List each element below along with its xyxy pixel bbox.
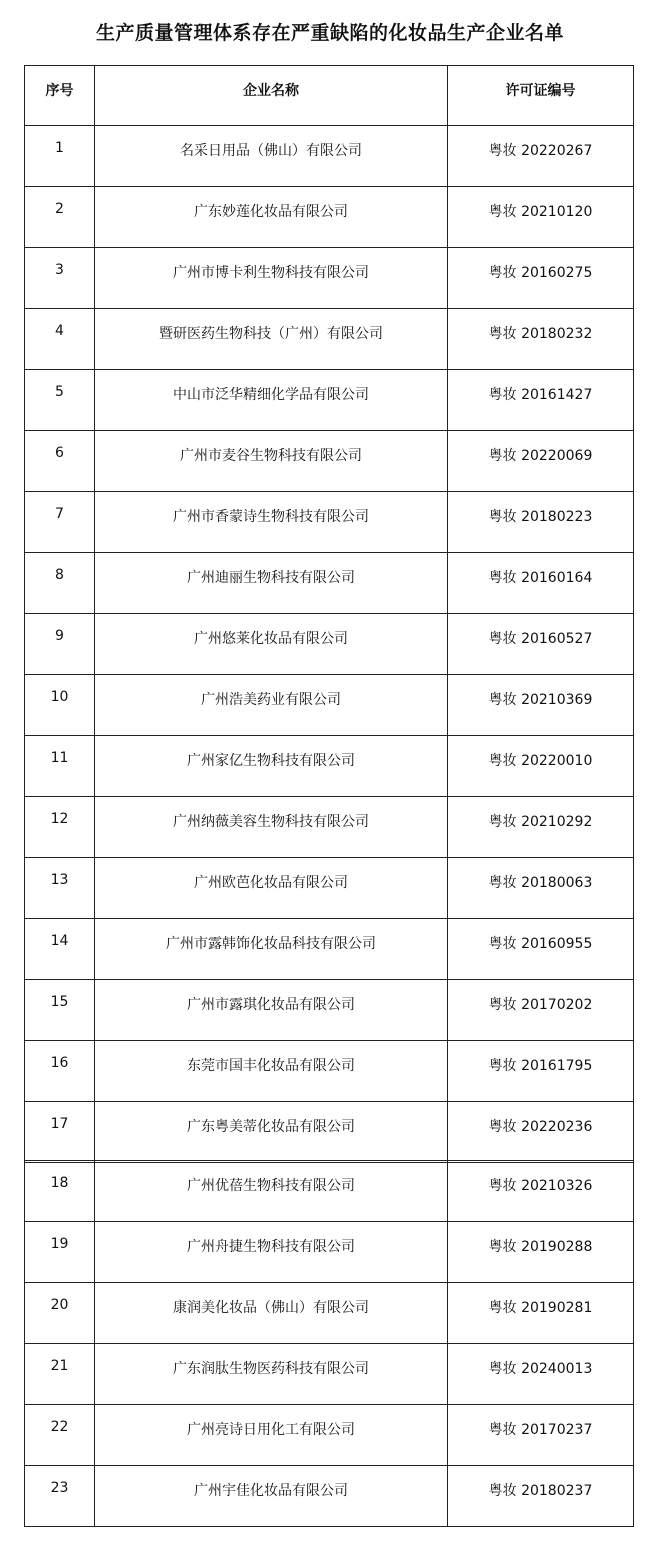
row-index: 16 <box>25 1041 95 1102</box>
row-index: 15 <box>25 980 95 1041</box>
company-name: 广州纳薇美容生物科技有限公司 <box>95 797 448 858</box>
table-row <box>25 614 634 675</box>
company-name: 广州迪丽生物科技有限公司 <box>95 553 448 614</box>
company-name: 广东妙莲化妆品有限公司 <box>95 187 448 248</box>
license-number: 粤妆 20161795 <box>448 1041 634 1102</box>
table-row <box>25 797 634 858</box>
row-index: 8 <box>25 553 95 614</box>
row-index: 2 <box>25 187 95 248</box>
company-name: 广州欧芭化妆品有限公司 <box>95 858 448 919</box>
company-name: 东莞市国丰化妆品有限公司 <box>95 1041 448 1102</box>
company-name: 广州亮诗日用化工有限公司 <box>95 1405 448 1466</box>
company-name: 广州浩美药业有限公司 <box>95 675 448 736</box>
header-index: 序号 <box>25 66 95 126</box>
row-index: 6 <box>25 431 95 492</box>
license-number: 粤妆 20220267 <box>448 126 634 187</box>
license-number: 粤妆 20180237 <box>448 1466 634 1527</box>
row-index: 18 <box>25 1161 95 1222</box>
header-company: 企业名称 <box>95 66 448 126</box>
license-number: 粤妆 20190288 <box>448 1222 634 1283</box>
row-index: 22 <box>25 1405 95 1466</box>
row-index: 12 <box>25 797 95 858</box>
license-number: 粤妆 20220236 <box>448 1102 634 1163</box>
company-name: 广州市香蒙诗生物科技有限公司 <box>95 492 448 553</box>
company-name: 广州市露韩饰化妆品科技有限公司 <box>95 919 448 980</box>
company-name: 广州优蓓生物科技有限公司 <box>95 1161 448 1222</box>
license-number: 粤妆 20180232 <box>448 309 634 370</box>
license-number: 粤妆 20160164 <box>448 553 634 614</box>
table-row <box>25 980 634 1041</box>
row-index: 11 <box>25 736 95 797</box>
company-name: 名采日用品（佛山）有限公司 <box>95 126 448 187</box>
table-row <box>25 858 634 919</box>
company-name: 暨研医药生物科技（广州）有限公司 <box>95 309 448 370</box>
table-row <box>25 675 634 736</box>
row-index: 13 <box>25 858 95 919</box>
company-name: 广州市博卡利生物科技有限公司 <box>95 248 448 309</box>
table-row <box>25 1222 634 1283</box>
table-row <box>25 1161 634 1222</box>
row-index: 1 <box>25 126 95 187</box>
table-row <box>25 492 634 553</box>
company-name: 广州悠莱化妆品有限公司 <box>95 614 448 675</box>
row-index: 9 <box>25 614 95 675</box>
license-number: 粤妆 20210369 <box>448 675 634 736</box>
company-name: 广州家亿生物科技有限公司 <box>95 736 448 797</box>
table-row <box>25 370 634 431</box>
company-name: 广州宇佳化妆品有限公司 <box>95 1466 448 1527</box>
table-row <box>25 1041 634 1102</box>
company-name: 广东润肽生物医药科技有限公司 <box>95 1344 448 1405</box>
table-row <box>25 553 634 614</box>
license-number: 粤妆 20160527 <box>448 614 634 675</box>
row-index: 17 <box>25 1102 95 1163</box>
enterprise-table-part-2 <box>24 1160 634 1527</box>
table-row <box>25 1466 634 1527</box>
row-index: 14 <box>25 919 95 980</box>
license-number: 粤妆 20210120 <box>448 187 634 248</box>
row-index: 7 <box>25 492 95 553</box>
company-name: 广州市露琪化妆品有限公司 <box>95 980 448 1041</box>
company-name: 广州市麦谷生物科技有限公司 <box>95 431 448 492</box>
table-row <box>25 431 634 492</box>
table-row <box>25 1283 634 1344</box>
license-number: 粤妆 20240013 <box>448 1344 634 1405</box>
row-index: 19 <box>25 1222 95 1283</box>
row-index: 4 <box>25 309 95 370</box>
table-row <box>25 736 634 797</box>
license-number: 粤妆 20160275 <box>448 248 634 309</box>
table-row <box>25 187 634 248</box>
company-name: 广州舟捷生物科技有限公司 <box>95 1222 448 1283</box>
header-license: 许可证编号 <box>448 66 634 126</box>
table-row <box>25 1405 634 1466</box>
row-index: 10 <box>25 675 95 736</box>
table-header-row <box>25 66 634 126</box>
company-name: 中山市泛华精细化学品有限公司 <box>95 370 448 431</box>
license-number: 粤妆 20170237 <box>448 1405 634 1466</box>
license-number: 粤妆 20160955 <box>448 919 634 980</box>
license-number: 粤妆 20220069 <box>448 431 634 492</box>
license-number: 粤妆 20180223 <box>448 492 634 553</box>
company-name: 广东粤美蒂化妆品有限公司 <box>95 1102 448 1163</box>
table-row <box>25 248 634 309</box>
page-title: 生产质量管理体系存在严重缺陷的化妆品生产企业名单 <box>95 22 564 44</box>
row-index: 3 <box>25 248 95 309</box>
license-number: 粤妆 20161427 <box>448 370 634 431</box>
table-row <box>25 1344 634 1405</box>
license-number: 粤妆 20210292 <box>448 797 634 858</box>
table-row <box>25 126 634 187</box>
table-row <box>25 309 634 370</box>
license-number: 粤妆 20220010 <box>448 736 634 797</box>
license-number: 粤妆 20180063 <box>448 858 634 919</box>
license-number: 粤妆 20170202 <box>448 980 634 1041</box>
row-index: 20 <box>25 1283 95 1344</box>
enterprise-table-part-1 <box>24 65 634 1163</box>
company-name: 康润美化妆品（佛山）有限公司 <box>95 1283 448 1344</box>
license-number: 粤妆 20210326 <box>448 1161 634 1222</box>
table-row <box>25 1102 634 1163</box>
row-index: 23 <box>25 1466 95 1527</box>
table-row <box>25 919 634 980</box>
license-number: 粤妆 20190281 <box>448 1283 634 1344</box>
row-index: 21 <box>25 1344 95 1405</box>
row-index: 5 <box>25 370 95 431</box>
